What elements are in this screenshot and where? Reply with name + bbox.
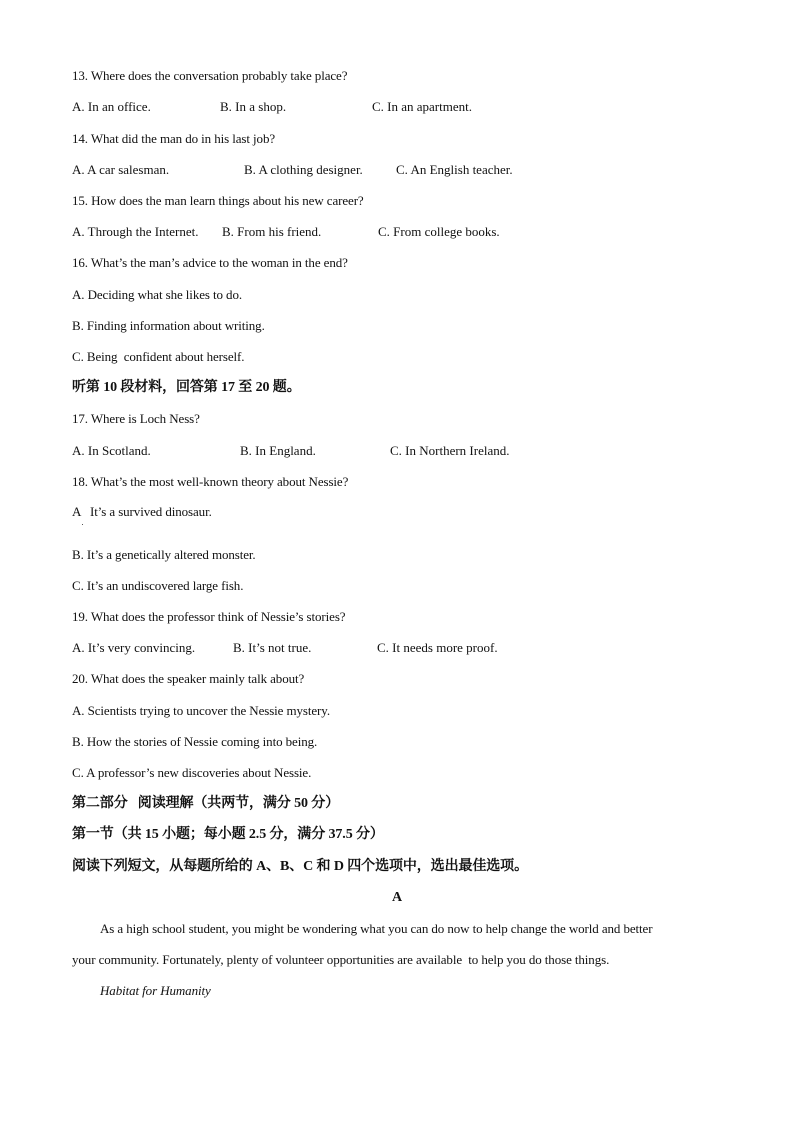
question-15: 15. How does the man learn things about his new career? — [72, 193, 364, 208]
question-19: 19. What does the professor think of Nessie’s stories? — [72, 609, 346, 624]
q18-option-c: C. It’s an undiscovered large fish. — [72, 578, 244, 593]
q13-option-b: B. In a shop. — [220, 99, 287, 114]
question-18: 18. What’s the most well-known theory about Nessie? — [72, 474, 349, 489]
q15-option-b: B. From his friend. — [222, 224, 322, 239]
q17-option-b: B. In England. — [240, 443, 316, 458]
q17-option-a: A. In Scotland. — [72, 443, 151, 458]
q19-option-a: A. It’s very convincing. — [72, 640, 196, 655]
reading-instructions: 阅读下列短文，从每题所给的 A、B、C 和 D 四个选项中，选出最佳选项。 — [72, 859, 528, 874]
q20-option-a: A. Scientists trying to uncover the Nessie mystery. — [72, 703, 330, 718]
q17-option-c: C. In Northern Ireland. — [390, 443, 510, 458]
section-one-heading: 第一节（共 15 小题；每小题 2.5 分，满分 37.5 分） — [72, 827, 384, 842]
q13-option-c: C. In an apartment. — [372, 99, 472, 114]
q14-option-b: B. A clothing designer. — [244, 162, 363, 177]
question-14: 14. What did the man do in his last job? — [72, 131, 276, 146]
q16-option-b: B. Finding information about writing. — [72, 318, 265, 333]
q13-option-a: A. In an office. — [72, 99, 151, 114]
section-heading-10: 听第 10 段材料，回答第 17 至 20 题。 — [72, 380, 301, 395]
passage-paragraph-line-1: As a high school student, you might be wondering what you can do now to help change the world and better — [100, 921, 653, 936]
q15-option-c: C. From college books. — [378, 224, 500, 239]
q16-option-c: C. Being confident about herself. — [72, 349, 245, 364]
passage-subheading: Habitat for Humanity — [100, 983, 211, 998]
question-13: 13. Where does the conversation probably take place? — [72, 68, 348, 83]
q18-option-b: B. It’s a genetically altered monster. — [72, 547, 256, 562]
question-20: 20. What does the speaker mainly talk about? — [72, 671, 305, 686]
q15-option-a: A. Through the Internet. — [72, 224, 199, 239]
part-two-heading: 第二部分 阅读理解（共两节，满分 50 分） — [72, 796, 340, 811]
q19-option-b: B. It’s not true. — [233, 640, 312, 655]
q20-option-b: B. How the stories of Nessie coming into being. — [72, 734, 318, 749]
q20-option-c: C. A professor’s new discoveries about Nessie. — [72, 765, 312, 780]
passage-paragraph-line-2: your community. Fortunately, plenty of volunteer opportunities are available to help you do those things. — [72, 952, 610, 967]
q18-option-a: A It’s a survived dinosaur. — [72, 504, 212, 519]
stray-dot — [82, 524, 83, 525]
q16-option-a: A. Deciding what she likes to do. — [72, 287, 243, 302]
question-16: 16. What’s the man’s advice to the woman in the end? — [72, 255, 348, 270]
q14-option-c: C. An English teacher. — [396, 162, 513, 177]
passage-label: A — [391, 890, 402, 905]
q19-option-c: C. It needs more proof. — [377, 640, 498, 655]
q14-option-a: A. A car salesman. — [72, 162, 170, 177]
question-17: 17. Where is Loch Ness? — [72, 411, 200, 426]
